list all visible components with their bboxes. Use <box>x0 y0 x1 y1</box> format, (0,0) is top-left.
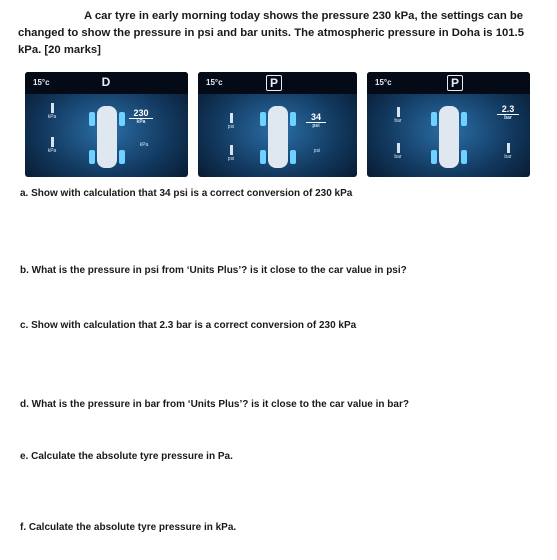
gear-indicator: D <box>101 75 111 89</box>
car-icon <box>89 102 125 172</box>
question-f: f. Calculate the absolute tyre pressure in kPa. <box>20 522 237 533</box>
tyre-dash-front-left: bar <box>391 106 405 124</box>
tyre-dash-rear-right: psi <box>313 148 321 154</box>
tyre-dash-rear-left: psi <box>224 144 238 162</box>
question-b: b. What is the pressure in psi from ‘Units Plus’? is it close to the car value in psi? <box>20 265 407 276</box>
tyre-dash-front-left: kPa <box>45 102 59 120</box>
car-icon <box>260 102 296 172</box>
tyre-pressure-panels <box>25 72 530 177</box>
tyre-pressure-front-right: 2.3 bar <box>497 104 519 122</box>
question-d: d. What is the pressure in bar from ‘Units Plus’? is it close to the car value in bar? <box>20 399 409 410</box>
tyre-dash-front-left: psi <box>224 112 238 130</box>
question-e: e. Calculate the absolute tyre pressure in Pa. <box>20 451 233 462</box>
park-indicator: P <box>447 75 463 91</box>
car-icon <box>431 102 467 172</box>
dashboard-panel-psi <box>198 72 357 177</box>
question-a: a. Show with calculation that 34 psi is a correct conversion of 230 kPa <box>20 188 353 199</box>
tyre-dash-rear-left: bar <box>391 142 405 160</box>
question-c: c. Show with calculation that 2.3 bar is a correct conversion of 230 kPa <box>20 320 357 331</box>
temperature-readout: 15°c <box>33 78 50 87</box>
temperature-readout: 15°c <box>206 78 223 87</box>
dashboard-panel-kpa <box>25 72 188 177</box>
park-indicator: P <box>266 75 282 91</box>
dashboard-panel-bar <box>367 72 530 177</box>
temperature-readout: 15°c <box>375 78 392 87</box>
tyre-dash-rear-left: kPa <box>45 136 59 154</box>
question-intro: A car tyre in early morning today shows the pressure 230 kPa, the settings can be changed to show the pressure in psi and bar units. The atmospheric pressure in Doha is 101.5 kPa. [20 marks] <box>18 10 524 56</box>
tyre-dash-rear-right: kPa <box>139 142 149 148</box>
tyre-dash-rear-right: bar <box>501 142 515 160</box>
tyre-pressure-front-right: 230 kPa <box>129 108 153 126</box>
tyre-pressure-front-right: 34 psi <box>306 112 326 130</box>
